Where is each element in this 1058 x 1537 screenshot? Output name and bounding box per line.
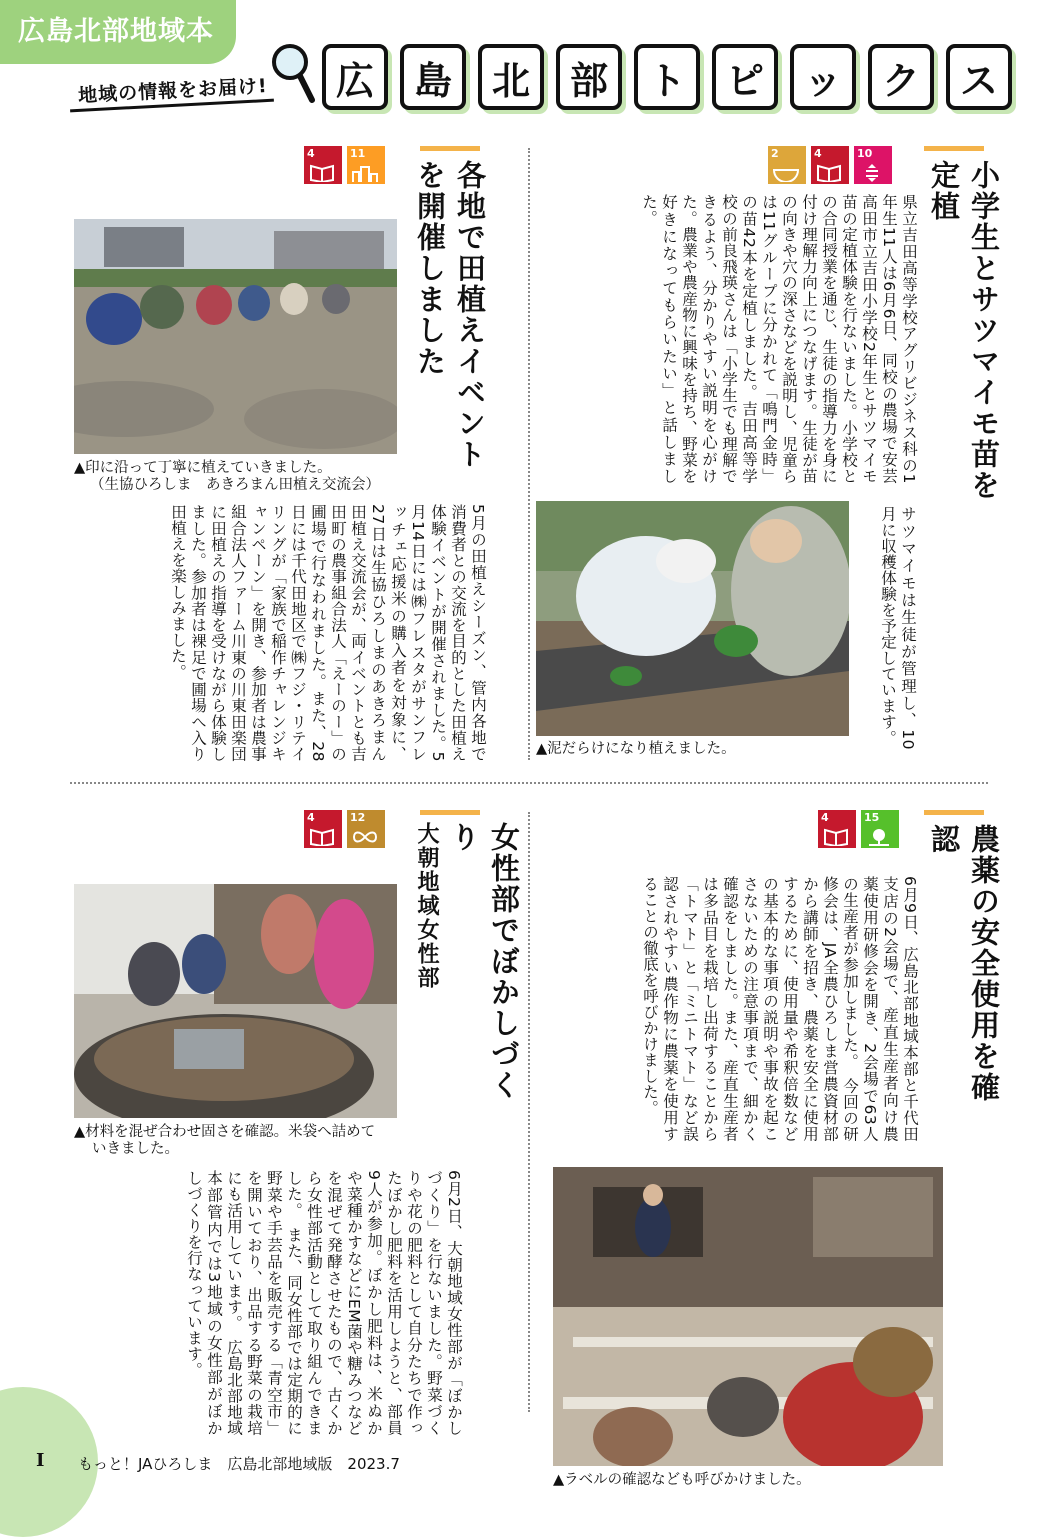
topics-banner <box>322 44 1012 110</box>
sdg-badge: 4 <box>818 810 856 848</box>
caption-bokashi-2: いきました。 <box>92 1141 179 1157</box>
banner-char: 島 <box>400 44 466 110</box>
article-title-bokashi: 女性部でぼかしづくり <box>447 822 521 1101</box>
book-icon <box>307 828 337 846</box>
caption-pesticide: ▲ラベルの確認なども呼びかけました。 <box>553 1472 811 1488</box>
banner-char: ス <box>946 44 1012 110</box>
sdg-badge: 11 <box>347 146 385 184</box>
magnifier-icon <box>268 40 318 106</box>
sdg-badges <box>818 810 899 848</box>
footer-text: もっと！JAひろしま 広島北部地域版 2023.7 <box>78 1455 400 1473</box>
photo-bokashi <box>74 884 397 1118</box>
article-title-pesticide: 農薬の安全使用を確認 <box>927 824 1001 1103</box>
page-number: I <box>36 1450 45 1471</box>
article-subtitle-bokashi: 大朝地域女性部 <box>414 822 439 990</box>
infinity-icon <box>350 828 380 846</box>
book-icon <box>307 164 337 182</box>
banner-char: ト <box>634 44 700 110</box>
article-body-sweet-potato: 県立吉田高等学校アグリビジネス科の1年生11人は6月6日、同校の農場で安芸高田市立吉田小学校2年生とサツマイモ苗の定植体験を行ないました。小学校との合同授業を通じ、生徒の指導力を身に付け理解力向上につなげます。生徒が苗の向きや穴の深さなどを説明し、児童らは11グループに分かれて「鳴門金時」の苗42本を定植しました。吉田高等学校の前良飛瑛さんは「小学生でも理解できるよう、分かりやすい説明を心がけた。農業や農産物に興味を持ち、野菜を好きになってもらいたい」と話しました。 <box>640 194 918 484</box>
photo-pesticide <box>553 1167 943 1466</box>
sdg-badge: 4 <box>304 810 342 848</box>
banner-char: ク <box>868 44 934 110</box>
caption-rice-planting-1: ▲印に沿って丁寧に植えていきました。 <box>74 460 332 476</box>
book-icon <box>821 828 851 846</box>
title-accent-bar <box>924 146 984 151</box>
column-divider-top <box>528 148 530 760</box>
banner-char: ピ <box>712 44 778 110</box>
photo-rice-planting <box>74 219 397 454</box>
sdg-badge: 2 <box>768 146 806 184</box>
photo-sweet-potato <box>536 501 849 736</box>
article-title-sweet-potato: 小学生とサツマイモ苗を定植 <box>927 160 1001 501</box>
title-accent-bar <box>420 810 480 815</box>
sdg-badge: 4 <box>304 146 342 184</box>
article-body-sweet-potato-2: サツマイモは生徒が管理し、10月に収穫体験を予定しています。 <box>879 506 917 750</box>
caption-bokashi-1: ▲材料を混ぜ合わせ固さを確認。米袋へ詰めて <box>74 1124 376 1140</box>
sdg-badge: 10 <box>854 146 892 184</box>
caption-rice-planting-2: （生協ひろしま あきろまん田植え交流会） <box>90 477 380 493</box>
title-accent-bar <box>924 810 984 815</box>
banner-char: 北 <box>478 44 544 110</box>
sdg-badge: 12 <box>347 810 385 848</box>
caption-sweet-potato: ▲泥だらけになり植えました。 <box>536 741 736 757</box>
sdg-badge: 4 <box>811 146 849 184</box>
sdg-badges <box>304 810 385 848</box>
region-tab: 広島北部地域本部 <box>0 0 236 64</box>
banner-char: ッ <box>790 44 856 110</box>
sdg-badges <box>304 146 385 184</box>
section-divider <box>70 782 988 784</box>
article-body-bokashi: 6月2日、大朝地域女性部が「ぼかしづくり」を行ないました。野菜づくりや花の肥料として自分たちで作ったぼかし肥料を活用しようと、部員9人が参加。ぼかし肥料は、米ぬかや菜種かすなどにEM菌や糖みつなどを混ぜて発酵させたもので、古くから女性部活動として取り組んできました。 また、同女性部では定期的に野菜や手芸品を販売する「青空市」を開いており、出品する野菜の栽培にも活用しています。 広島北部地域本部管内では3地域の女性部がぼかしづくりを行なっています。 <box>185 1170 463 1436</box>
equality-icon <box>857 164 887 182</box>
tree-icon <box>864 828 894 846</box>
article-body-pesticide: 6月9日、広島北部地域本部と千代田支店の2会場で、産直生産者向け農薬使用研修会を開き、2会場で63人の生産者が参加しました。 今回の研修会は、JA全農ひろしま営農資材部から講師を招き、農薬を安全に使用するために、使用量や希釈倍数などの基本的な事項の説明や事故を起こさないための注意事項まで、細かく確認をしました。また、産直生産者は多品目を栽培し出荷することから「トマト」と「ミニトマト」など誤認されやすい農作物に農薬を使用することの徹底を呼びかけました。 <box>641 876 919 1142</box>
article-body-rice-planting: 5月の田植えシーズン、管内各地で消費者との交流を目的とした田植え体験イベントが開催されました。5月14日には㈱フレスタがサンフレッチェ応援米の購入者を対象に、27日は生協ひろしまのあきろまん田植え交流会が、両イベントとも吉田町の農事組合法人「えーのー」の圃場で行なわれました。また、28日には千代田地区で㈱フジ・リテイリングが「家族で稲作チャレンジキャンペーン」を開き、参加者は農事組合法人ファーム川東の川東田楽団に田植えの指導を受けながら体験しました。参加者は裸足で圃場へ入り田植えを楽しみました。 <box>169 504 487 762</box>
bowl-icon <box>771 164 801 182</box>
column-divider-bottom <box>528 812 530 1412</box>
city-icon <box>350 164 380 182</box>
article-title-rice-planting: 各地で田植えイベントを開催しました <box>413 160 487 470</box>
title-accent-bar <box>420 146 480 151</box>
sdg-badge: 15 <box>861 810 899 848</box>
banner-char: 部 <box>556 44 622 110</box>
book-icon <box>814 164 844 182</box>
banner-char: 広 <box>322 44 388 110</box>
tagline: 地域の情報をお届け! <box>77 75 269 107</box>
sdg-badges <box>768 146 892 184</box>
